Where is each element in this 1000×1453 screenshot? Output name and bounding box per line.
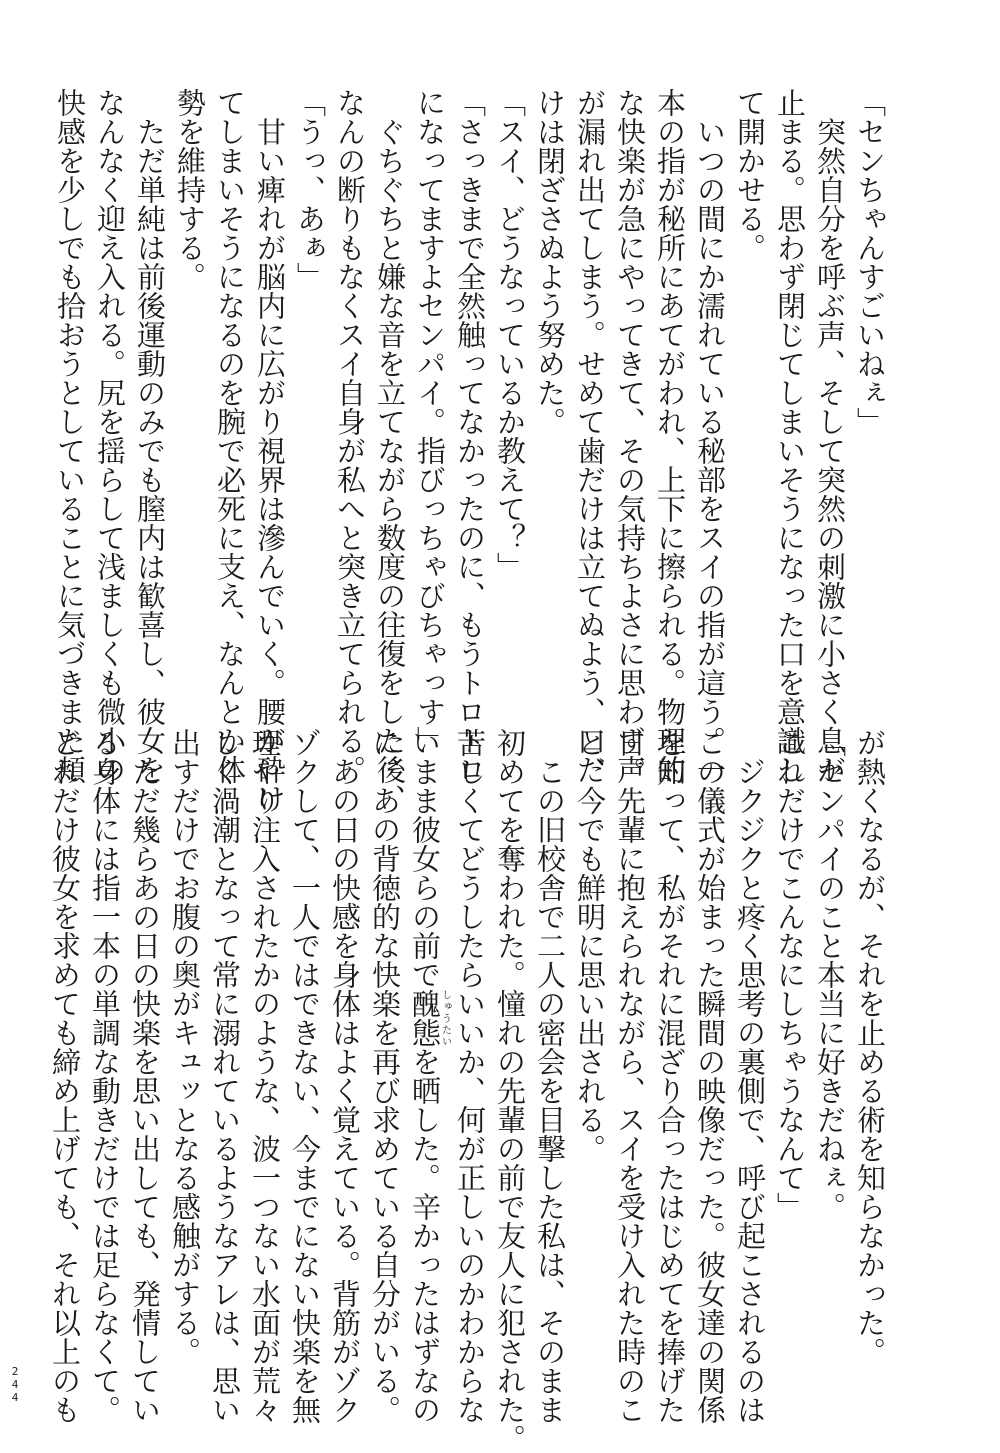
text-line: を知って、私がそれに混ざり合ったはじめてを捧げた (653, 728, 687, 1424)
text-line: になってますよセンパイ。指びっちゃびちゃっす」 (413, 88, 447, 755)
text-line: 「スイ、どうなっているか教えて？」 (493, 88, 527, 581)
text-line: しく渦潮となって常に溺れているようなアレは、思い (208, 728, 242, 1424)
text-line: 「さっきまで全然触ってなかったのに、もうトロトロ (453, 88, 487, 784)
text-line: 「うっ、あぁ」 (293, 88, 327, 291)
text-line: 止まる。思わず閉じてしまいそうになった口を意識し (773, 88, 807, 784)
text-line: る身体には指一本の単調な動きだけでは足らなくて。 (88, 728, 122, 1424)
text-line: に、あの背徳的な快楽を再び求めている自分がいる。 (368, 728, 402, 1424)
text-line: 勢を維持する。 (173, 88, 207, 291)
text-line: ぐちぐちと嫌な音を立てながら数度の往復をした後、 (373, 88, 407, 813)
text-line: 「センちゃんすごいねぇ」 (853, 88, 887, 436)
ruby-annotation: 醜態しゅうたい (408, 989, 451, 1047)
text-line: 理やり注入されたかのような、波一つない水面が荒々 (248, 728, 282, 1424)
text-line: 日。先輩に抱えられながら、スイを受け入れた時のこ (613, 728, 647, 1424)
upper-text-block (53, 88, 890, 813)
text-line: 突然自分を呼ぶ声、そして突然の刺激に小さく息が (813, 88, 847, 784)
text-line: ただ単純は前後運動のみでも膣内は歓喜し、彼女を (133, 88, 167, 784)
ruby-reading: しゅうたい (439, 989, 451, 1047)
text-line: どれだけ彼女を求めても締め上げても、それ以上のも (48, 728, 82, 1424)
text-line: 初めてを奪われた。憧れの先輩の前で友人に犯された。 (493, 728, 527, 1453)
text-line: ただ幾らあの日の快楽を思い出しても、発情してい (128, 728, 162, 1424)
text-line: 快感を少しでも拾おうとしていることに気づきまた頬 (53, 88, 87, 784)
text-line: なんなく迎え入れる。尻を揺らして浅ましくも微小の (93, 88, 127, 784)
text-line: いつの間にか濡れている秘部をスイの指が這う。一 (693, 88, 727, 784)
text-line: て開かせる。 (733, 88, 767, 262)
text-line: が熱くなるが、それを止める術を知らなかった。 (853, 728, 887, 1366)
text-line: この旧校舎で二人の密会を目撃した私は、そのまま (533, 728, 567, 1424)
text-line: な快楽が急にやってきて、その気持ちよさに思わず声 (613, 88, 647, 784)
text-line: が漏れ出てしまう。せめて歯だけは立てぬよう、口だ (573, 88, 607, 784)
text-line: 甘い痺れが脳内に広がり視界は滲んでいく。腰が砕け (253, 88, 287, 813)
text-line: これだけでこんなにしちゃうなんて」 (773, 728, 807, 1221)
text-line: あの日の快感を身体はよく覚えている。背筋がゾク (328, 728, 362, 1424)
text-line: けは閉ざさぬよう努めた。 (533, 88, 567, 436)
text-line: 本の指が秘所にあてがわれ、上下に擦られる。物理的 (653, 88, 687, 784)
text-line-with-ruby: いまま彼女らの前で醜態しゅうたいを晒した。辛かったはずなの (408, 728, 451, 1424)
text-line: てしまいそうになるのを腕で必死に支え、なんとか体 (213, 88, 247, 784)
page-number: 244 (11, 1365, 19, 1404)
text-line: 出すだけでお腹の奥がキュッとなる感触がする。 (168, 728, 202, 1366)
text-line: 「センパイのこと本当に好きだねぇ。 (813, 728, 847, 1221)
text-line: と、今でも鮮明に思い出される。 (573, 728, 607, 1163)
text-line: 苦しくてどうしたらいいか、何が正しいのかわからな (453, 728, 487, 1424)
text-line: ゾクして、一人ではできない、今までにない快楽を無 (288, 728, 322, 1424)
text-line: なんの断りもなくスイ自身が私へと突き立てられる。 (333, 88, 367, 784)
lower-text-block (48, 728, 890, 1453)
text-line: ジクジクと疼く思考の裏側で、呼び起こされるのは (733, 728, 767, 1424)
text-line: この儀式が始まった瞬間の映像だった。彼女達の関係 (693, 728, 727, 1424)
